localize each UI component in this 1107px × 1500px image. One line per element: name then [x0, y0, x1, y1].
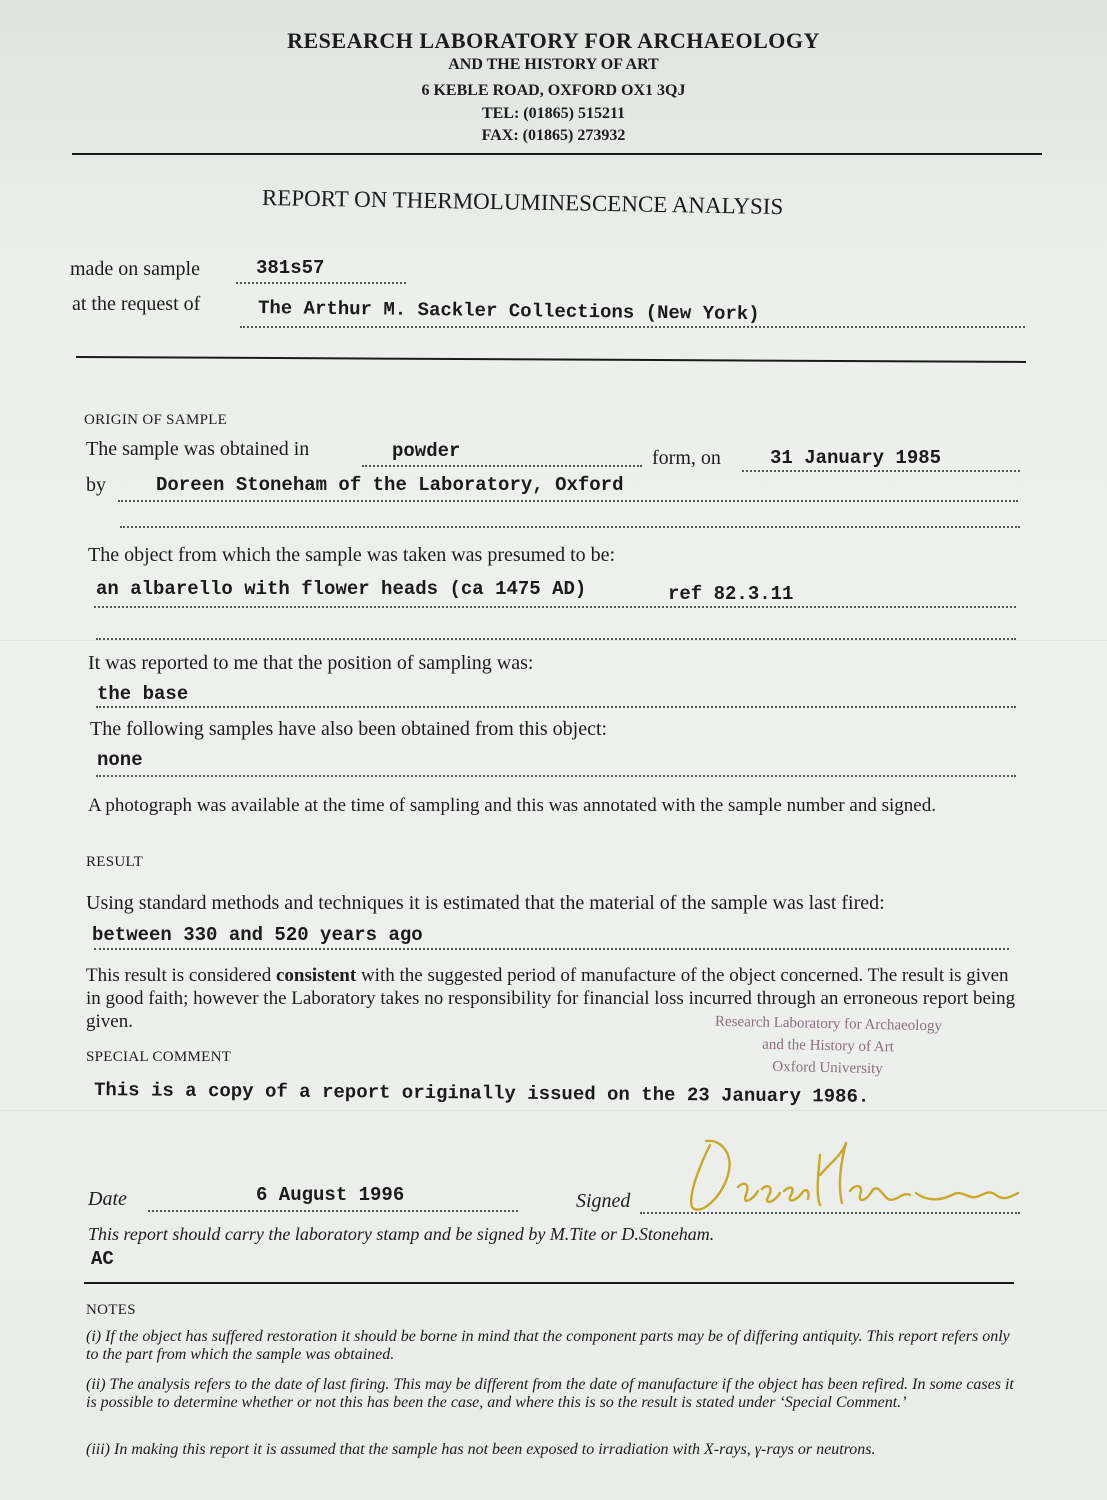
dotted-line [742, 470, 1020, 472]
sampler-name: Doreen Stoneham of the Laboratory, Oxford [156, 474, 624, 496]
letterhead-fax: FAX: (01865) 273932 [481, 127, 626, 144]
laboratory-stamp [663, 1013, 992, 1081]
dotted-line [96, 775, 1016, 777]
request-label: at the request of [72, 293, 201, 315]
consistent-post: with the suggested period of manufacture of the object concerned. The result is given in good faith; however the Laboratory takes no responsibility for financial loss incurred through an erroneous report being given. [86, 965, 1016, 1032]
letterhead-subtitle: AND THE HISTORY OF ART [448, 56, 659, 73]
other-samples-label: The following samples have also been obtained from this object: [90, 718, 608, 740]
made-on-sample-label: made on sample [70, 258, 200, 280]
note-3: (iii) In making this report it is assumed that the sample has not been exposed to irradiation with X-rays, γ-rays or neutrons. [86, 1441, 876, 1458]
note-1: (i) If the object has suffered restoration it should be borne in mind that the component parts may be of differing antiquity. This report refers only to the part from which the sample was obtained. [86, 1328, 1010, 1363]
other-samples-value: none [97, 749, 143, 771]
section-rule [76, 356, 1026, 363]
dotted-line [148, 1210, 518, 1212]
initials: AC [91, 1248, 114, 1270]
letterhead-address: 6 KEBLE ROAD, OXFORD OX1 3QJ [421, 82, 686, 99]
stamp-line-2: and the History of Art [762, 1036, 894, 1056]
note-2: (ii) The analysis refers to the date of last firing. This may be different from the date of manufacture if the object has been refired. In some cases it is possible to determine whether or not this has been the case, and where this is so the result is stated under ‘Special Comment.’ [86, 1376, 1014, 1411]
notes-rule [84, 1282, 1014, 1284]
paper-fold [0, 640, 1107, 641]
stamp-line-1: Research Laboratory for Archaeology [714, 1013, 943, 1035]
sampling-date: 31 January 1985 [770, 447, 942, 469]
date-label: Date [88, 1188, 127, 1210]
object-reference: ref 82.3.11 [668, 583, 794, 605]
signature-stroke [818, 1143, 846, 1205]
position-label: It was reported to me that the position of sampling was: [88, 652, 534, 674]
letterhead-title: RESEARCH LABORATORY FOR ARCHAEOLOGY [287, 28, 820, 53]
object-label: The object from which the sample was taken was presumed to be: [88, 544, 616, 566]
sample-number: 381s57 [256, 257, 325, 279]
result-value: between 330 and 520 years ago [92, 924, 423, 946]
dotted-line [96, 706, 1016, 708]
result-intro: Using standard methods and techniques it is estimated that the material of the sample was last fired: [86, 892, 885, 914]
special-comment-text: This is a copy of a report originally issued on the 23 January 1986. [93, 1079, 870, 1108]
dotted-line [236, 282, 406, 284]
stamp-line-3: Oxford University [772, 1058, 883, 1078]
signature-stroke [762, 1186, 780, 1202]
consistent-pre: This result is considered [86, 965, 272, 986]
paper-fold [0, 1110, 1107, 1111]
dotted-line [118, 500, 1018, 502]
photograph-statement: A photograph was available at the time of sampling and this was annotated with the sample number and signed. [88, 795, 936, 816]
signature-stroke [738, 1184, 758, 1201]
notes-heading: NOTES [86, 1302, 136, 1318]
form-on-label: form, on [652, 447, 721, 469]
dotted-line [240, 326, 1025, 328]
signed-label: Signed [576, 1190, 631, 1212]
signing-instruction: This report should carry the laboratory stamp and be signed by M.Tite or D.Stoneham. [88, 1224, 715, 1244]
obtained-label: The sample was obtained in [86, 438, 310, 460]
signature-stroke [784, 1188, 809, 1201]
header-rule [72, 153, 1042, 155]
sampling-position: the base [97, 683, 189, 705]
dotted-line [96, 638, 1016, 640]
report-date: 6 August 1996 [256, 1184, 405, 1206]
sample-form: powder [392, 440, 461, 462]
signature-stroke [691, 1141, 729, 1210]
dotted-line [362, 465, 642, 467]
dotted-line [94, 948, 1009, 950]
signature-image [670, 1125, 1030, 1225]
consistent-word: consistent [275, 965, 357, 986]
report-title: REPORT ON THERMOLUMINESCENCE ANALYSIS [261, 185, 784, 220]
signature-stroke [916, 1192, 1018, 1199]
letterhead-tel: TEL: (01865) 515211 [481, 105, 626, 122]
requester-name: The Arthur M. Sackler Collections (New York) [257, 297, 760, 326]
by-label: by [86, 474, 106, 496]
special-comment-heading: SPECIAL COMMENT [86, 1049, 232, 1065]
object-description: an albarello with flower heads (ca 1475 AD) [96, 578, 587, 600]
dotted-line [94, 606, 1016, 608]
origin-heading: ORIGIN OF SAMPLE [84, 412, 228, 428]
signature-stroke [850, 1186, 910, 1200]
dotted-line [120, 526, 1020, 528]
result-heading: RESULT [86, 854, 144, 870]
